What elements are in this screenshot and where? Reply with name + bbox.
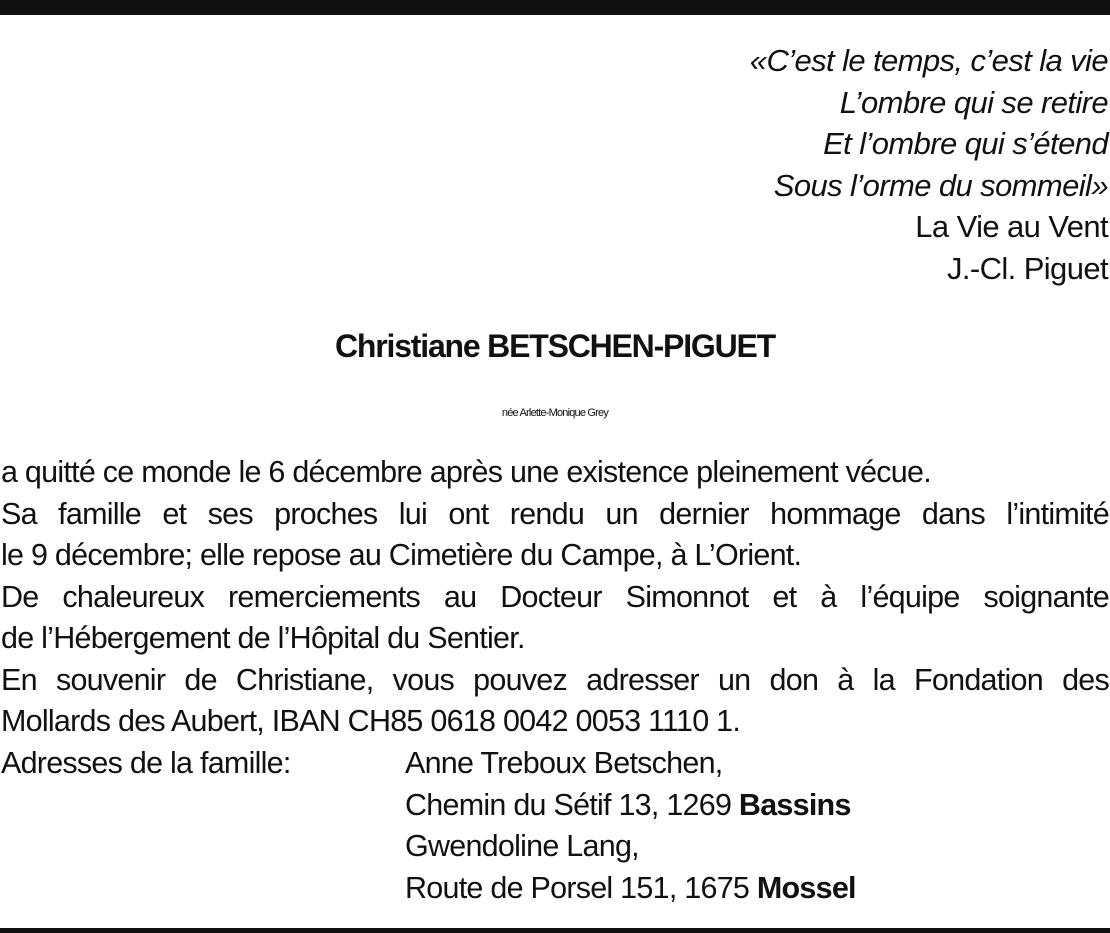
contact-address <box>405 868 856 910</box>
text-line: a quitté ce monde le 6 décembre après une existence pleinement vécue. <box>1 455 931 489</box>
contact-address <box>405 785 851 827</box>
poem-line: Et l’ombre qui s’étend <box>823 126 1108 161</box>
epigraph-poem <box>408 40 1108 289</box>
poem-line: «C’est le temps, c’est la vie <box>749 43 1108 78</box>
city: Mossel <box>756 870 856 905</box>
city: Bassins <box>738 787 851 822</box>
address-row <box>1 743 1109 785</box>
poem-line: Sous l’orme du sommeil» <box>773 167 1108 203</box>
announcement-text <box>1 452 1109 743</box>
street: Chemin du Sétif 13, 1269 <box>405 787 739 822</box>
poem-author: J.-Cl. Piguet <box>946 250 1108 286</box>
text-line: le 9 décembre; elle repose au Cimetière du Campe, à L’Orient. <box>1 538 802 572</box>
address-row <box>1 826 1109 868</box>
text-line: Mollards des Aubert, IBAN CH85 0618 0042 0053 1110 1. <box>1 704 741 738</box>
contact-name: Gwendoline Lang, <box>405 829 639 863</box>
bottom-rule <box>0 928 1110 933</box>
text-line: De chaleureux remerciements au Docteur Simonnot et à l’équipe soignante <box>1 579 1109 614</box>
poem-line: L’ombre qui se retire <box>839 84 1108 120</box>
birth-name: née Arlette-Monique Grey <box>501 407 609 419</box>
text-line: de l’Hébergement de l’Hôpital du Sentier. <box>1 621 525 655</box>
poem-source: La Vie au Vent <box>915 209 1108 244</box>
text-line: Sa famille et ses proches lui ont rendu un dernier hommage dans l’intimité <box>1 496 1109 531</box>
addresses-label: Adresses de la famille: <box>1 746 291 780</box>
top-rule <box>0 0 1110 15</box>
address-row <box>1 868 1109 910</box>
text-line: En souvenir de Christiane, vous pouvez adresser un don à la Fondation des <box>1 662 1109 697</box>
contact-name: Anne Treboux Betschen, <box>405 746 723 780</box>
deceased-name: Christiane BETSCHEN-PIGUET <box>335 328 775 364</box>
address-row <box>1 785 1109 827</box>
street: Route de Porsel 151, 1675 <box>405 870 757 905</box>
family-addresses <box>1 743 1109 909</box>
